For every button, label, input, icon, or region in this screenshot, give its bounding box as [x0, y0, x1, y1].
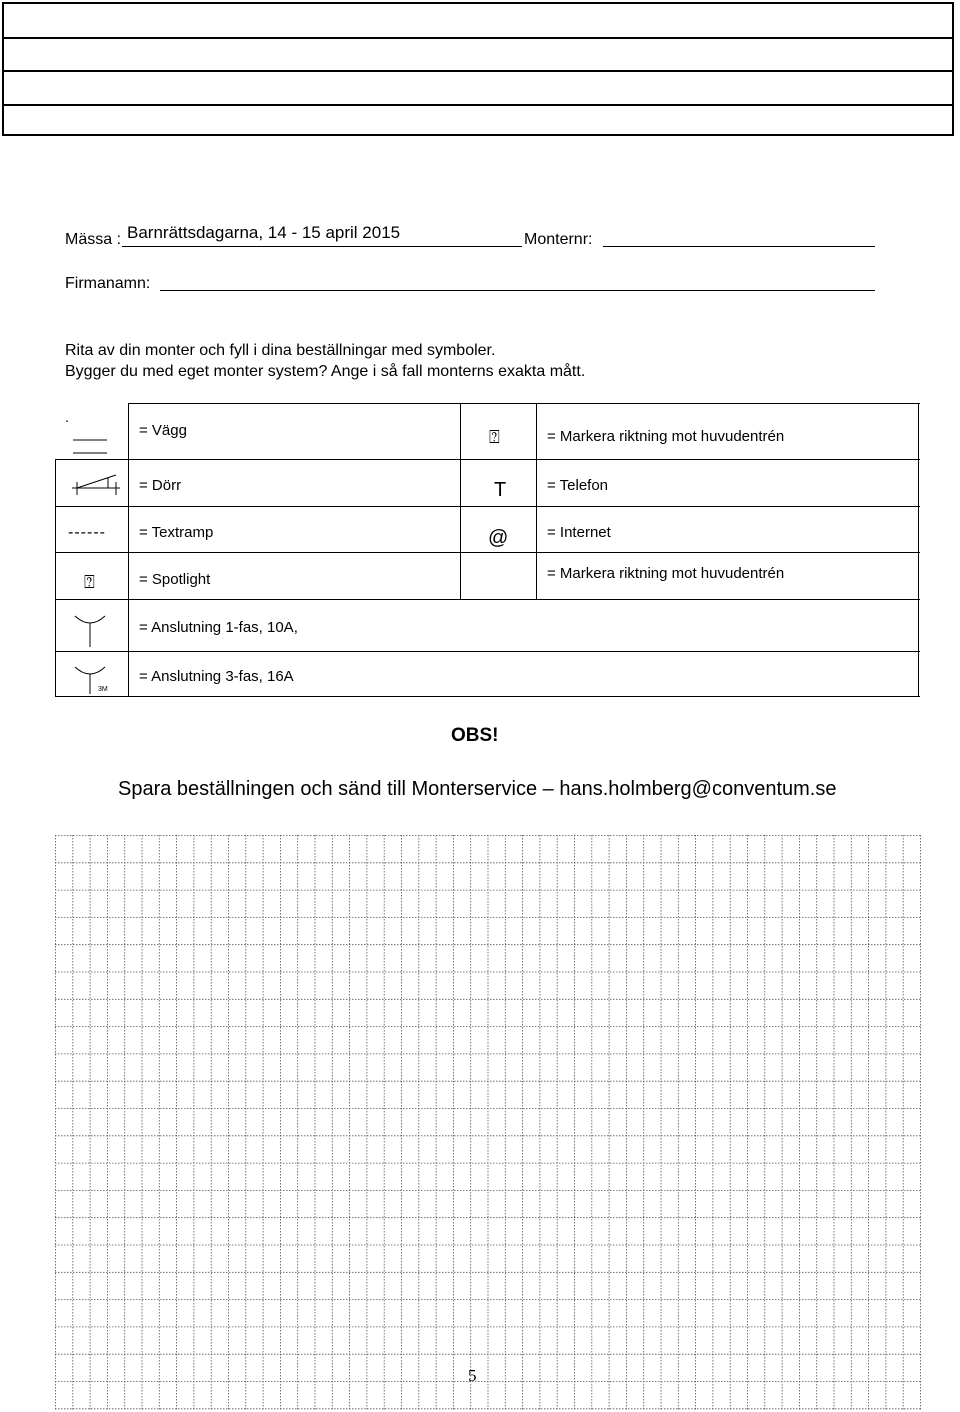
legend-line	[55, 552, 920, 553]
telephone-icon: T	[494, 479, 507, 501]
footer-instruction: Spara beställningen och sänd till Monterservice – hans.holmberg@conventum.se	[118, 778, 837, 800]
legend-line	[55, 506, 920, 507]
symbol-legend	[55, 403, 920, 697]
legend-riktning-1: = Markera riktning mot huvudentrén	[547, 428, 785, 445]
header-row-divider	[4, 70, 952, 72]
legend-dorr: = Dörr	[139, 477, 182, 494]
legend-vagg: = Vägg	[139, 422, 187, 439]
legend-line	[55, 459, 56, 697]
header-box	[2, 2, 954, 136]
legend-line	[536, 403, 537, 599]
header-row-divider	[4, 37, 952, 39]
legend-line	[128, 403, 129, 697]
legend-dot: .	[65, 409, 69, 425]
monternr-field[interactable]	[603, 246, 875, 247]
massa-underline	[122, 246, 522, 247]
massa-value[interactable]: Barnrättsdagarna, 14 - 15 april 2015	[127, 223, 401, 242]
legend-line	[55, 651, 920, 652]
legend-spotlight: = Spotlight	[139, 571, 211, 588]
instruction-line-2: Bygger du med eget monter system? Ange i så fall monterns exakta mått.	[65, 363, 586, 380]
spotlight-icon: ⍰	[84, 572, 95, 592]
legend-line	[55, 696, 920, 697]
legend-anslutning-3: = Anslutning 3-fas, 16A	[139, 668, 294, 685]
legend-riktning-2: = Markera riktning mot huvudentrén	[547, 565, 785, 582]
firmanamn-label: Firmanamn:	[65, 275, 151, 292]
anslutning-3-tag: 3M	[98, 686, 108, 693]
legend-anslutning-1: = Anslutning 1-fas, 10A,	[139, 619, 298, 636]
legend-internet: = Internet	[547, 524, 611, 541]
legend-telefon: = Telefon	[547, 477, 609, 494]
legend-line	[128, 403, 920, 404]
legend-line	[460, 403, 461, 599]
internet-icon: @	[488, 527, 509, 549]
monternr-label: Monternr:	[524, 231, 593, 248]
legend-line	[55, 459, 920, 460]
direction-icon: ⍰	[489, 427, 500, 447]
firmanamn-field[interactable]	[160, 290, 875, 291]
textramp-icon: ------	[68, 524, 106, 541]
legend-line	[918, 403, 919, 697]
obs-heading: OBS!	[451, 725, 499, 746]
door-icon	[72, 471, 122, 497]
page-number: 5	[468, 1366, 477, 1385]
drawing-grid[interactable]	[55, 835, 921, 1410]
legend-textramp: = Textramp	[139, 524, 214, 541]
wall-icon	[73, 433, 109, 459]
header-row-divider	[4, 104, 952, 106]
instruction-line-1: Rita av din monter och fyll i dina beställningar med symboler.	[65, 342, 496, 359]
power-outlet-1fas-icon	[73, 614, 109, 648]
massa-label: Mässa :	[65, 231, 122, 248]
legend-line	[55, 599, 920, 600]
